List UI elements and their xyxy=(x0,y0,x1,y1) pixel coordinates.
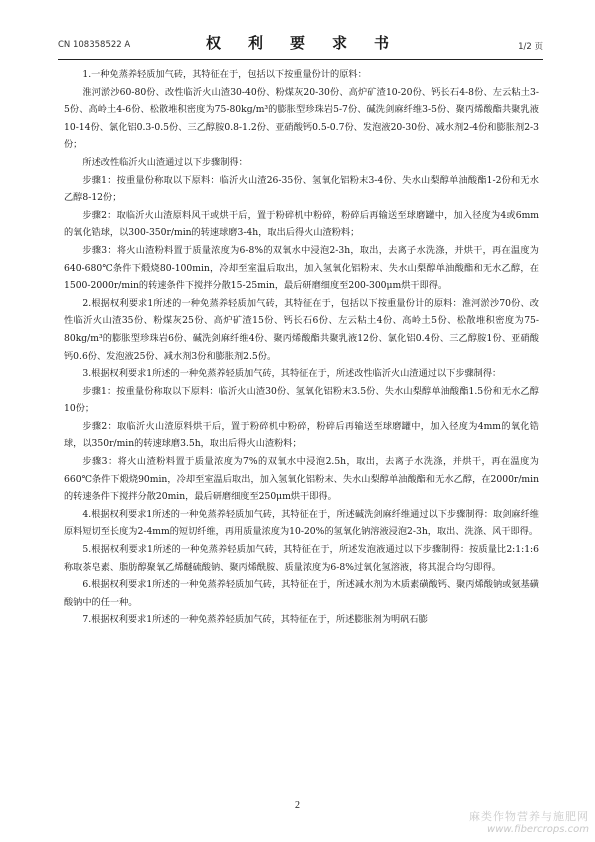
claim-paragraph: 5.根据权利要求1所述的一种免蒸养轻质加气砖，其特征在于，所述发泡液通过以下步骤制得：按质量比2:1:1:6称取茶皂素、脂肪醇聚氧乙烯醚硫酸钠、聚丙烯酰胺、质量浓度为6-8%过氧化氢溶液，将其混合均匀即得。 xyxy=(64,544,539,573)
claim-paragraph: 2.根据权利要求1所述的一种免蒸养轻质加气砖，其特征在于，包括以下按重量份计的原料：淮河淤沙70份、改性临沂火山渣35份、粉煤灰25份、高炉矿渣15份、钙长石6份、左云粘土4份、高岭土5份、松散堆积密度为75-80kg/m³的膨胀型珍珠岩6份、碱洗剑麻纤维4份、聚丙烯酸酯共聚乳液12份、氯化铝0.4份、三乙醇胺1份、亚硝酸钙0.6份、发泡液25份、减水剂3份和膨胀剂2.5份。 xyxy=(64,297,539,362)
page-indicator: 1/2 页 xyxy=(518,42,543,52)
claim-paragraph: 步骤3：将火山渣粉料置于质量浓度为7%的双氧水中浸泡2.5h，取出，去离子水洗涤，并烘干，再在温度为660℃条件下煅烧90min，冷却至室温后取出，加入氢氧化铝粉末、失水山梨醇单油酸酯和无水乙醇，在2000r/min的转速条件下搅拌分散20min，最后研磨细度至250μm烘干即得。 xyxy=(64,456,539,503)
claim-paragraph: 步骤2：取临沂火山渣原料烘干后，置于粉碎机中粉碎，粉碎后再输送至球磨罐中，加入径度为4mm的氧化锆球，以350r/min的转速球磨3.5h，取出后得火山渣粉料； xyxy=(64,420,539,450)
header-rule xyxy=(58,59,543,60)
document-title: 权 利 要 求 书 xyxy=(205,34,395,52)
claim-paragraph: 淮河淤沙60-80份、改性临沂火山渣30-40份、粉煤灰20-30份、高炉矿渣10-20份、钙长石4-8份、左云粘土3-5份、高岭土4-6份、松散堆积密度为75-80kg/m³的膨胀型珍珠岩5-7份、碱洗剑麻纤维3-5份、聚丙烯酸酯共聚乳液10-14份、氯化铝0.3-0.5份、三乙醇胺0.8-1.2份、亚硝酸钙0.5-0.7份、发泡液20-30份、减水剂2-4份和膨胀剂2-3份； xyxy=(64,86,539,151)
claims-body xyxy=(64,66,539,788)
claim-paragraph: 7.根据权利要求1所述的一种免蒸养轻质加气砖，其特征在于，所述膨胀剂为明矾石膨 xyxy=(82,614,428,626)
claim-paragraph: 步骤2：取临沂火山渣原料风干或烘干后，置于粉碎机中粉碎，粉碎后再输送至球磨罐中，加入径度为4或6mm的氧化锆球，以300-350r/min的转速球磨3-4h，取出后得火山渣粉料； xyxy=(64,209,539,239)
claim-paragraph: 步骤3：将火山渣粉料置于质量浓度为6-8%的双氧水中浸泡2-3h，取出，去离子水洗涤，并烘干，再在温度为640-680℃条件下煅烧80-100min，冷却至室温后取出，加入氢氧化铝粉末、失水山梨醇单油酸酯和无水乙醇，在1500-2000r/min的转速条件下搅拌分散15-25min，最后研磨细度至200-300μm烘干即得。 xyxy=(64,244,539,292)
watermark-site-name: 麻类作物营养与施肥网 xyxy=(469,810,589,823)
site-watermark xyxy=(469,808,589,835)
claim-paragraph: 6.根据权利要求1所述的一种免蒸养轻质加气砖，其特征在于，所述减水剂为木质素磺酸钙、聚丙烯酸钠或氨基磺酸钠中的任一种。 xyxy=(64,579,539,608)
claim-paragraph: 步骤1：按重量份称取以下原料：临沂火山渣26-35份、氢氧化铝粉末3-4份、失水山梨醇单油酸酯1-2份和无水乙醇8-12份； xyxy=(64,174,539,204)
claim-paragraph: 步骤1：按重量份称取以下原料：临沂火山渣30份、氢氧化铝粉末3.5份、失水山梨醇单油酸酯1.5份和无水乙醇10份； xyxy=(64,385,539,415)
page-number: 2 xyxy=(295,800,300,811)
claim-paragraph: 所述改性临沂火山渣通过以下步骤制得： xyxy=(82,156,248,168)
claim-paragraph: 3.根据权利要求1所述的一种免蒸养轻质加气砖，其特征在于，所述改性临沂火山渣通过以下步骤制得： xyxy=(82,368,502,380)
watermark-url: www.fibercrops.com xyxy=(487,824,589,835)
page-header xyxy=(58,30,543,58)
patent-number: CN 108358522 A xyxy=(58,40,131,50)
claim-paragraph: 1.一种免蒸养轻质加气砖，其特征在于，包括以下按重量份计的原料： xyxy=(82,69,367,80)
claim-paragraph: 4.根据权利要求1所述的一种免蒸养轻质加气砖，其特征在于，所述碱洗剑麻纤维通过以下步骤制得：取剑麻纤维原料短切至长度为2-4mm的短切纤维，再用质量浓度为10-20%的氢氧化钠溶液浸泡2-3h，取出、洗涤、风干即得。 xyxy=(64,508,539,538)
